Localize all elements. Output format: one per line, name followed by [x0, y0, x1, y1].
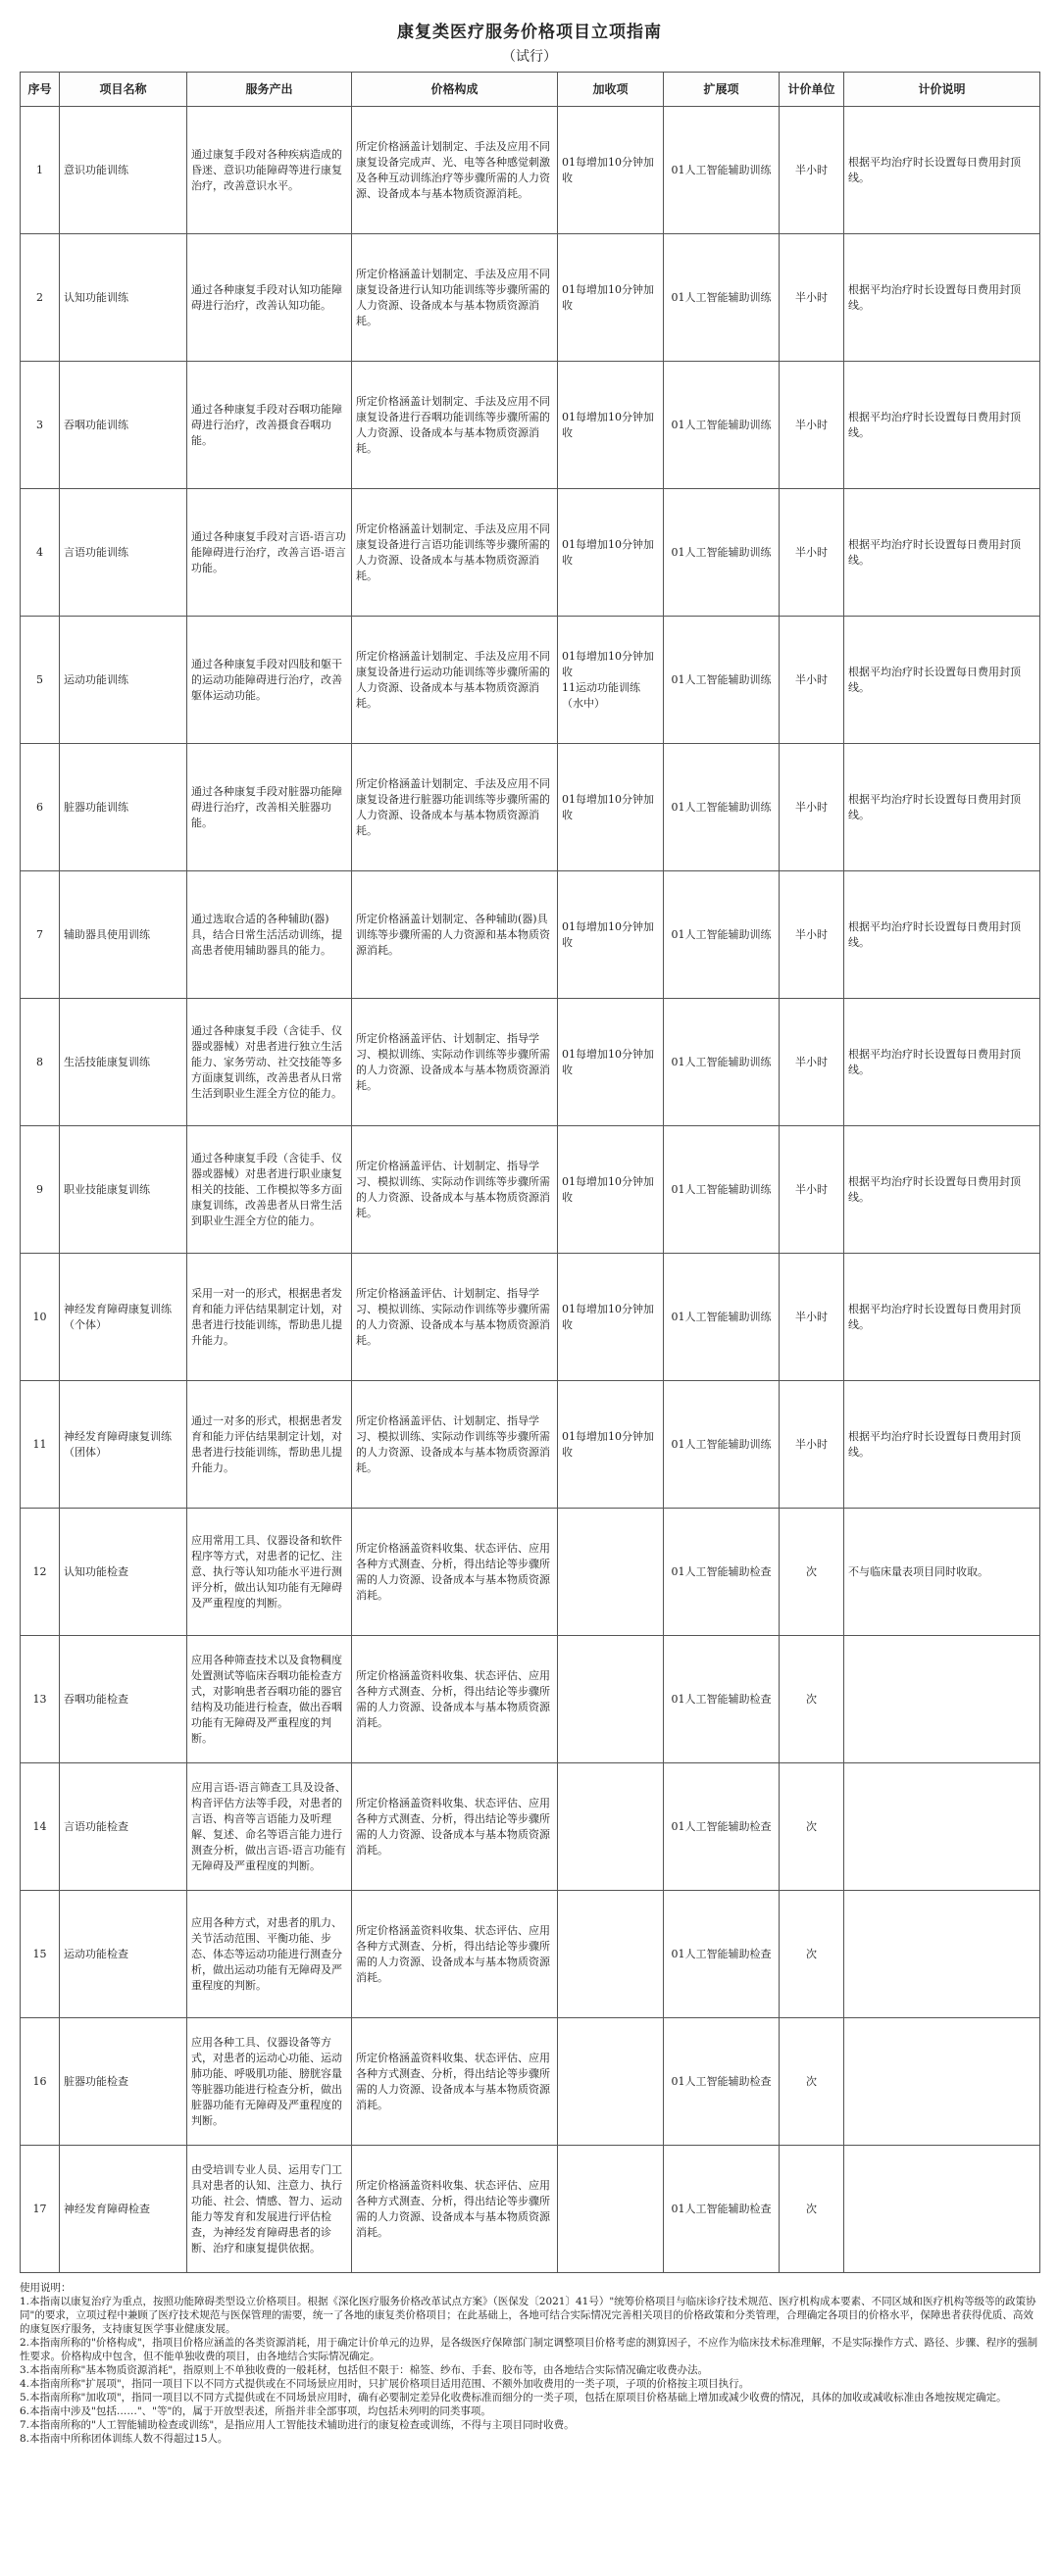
header-unit: 计价单位 [780, 73, 844, 107]
cell-unit: 次 [780, 2146, 844, 2273]
cell-note [844, 1763, 1040, 1891]
cell-extension: 01人工智能辅助训练 [664, 1381, 780, 1509]
cell-extension: 01人工智能辅助训练 [664, 744, 780, 871]
cell-surcharge: 01每增加10分钟加收 [558, 1126, 664, 1254]
cell-composition: 所定价格涵盖计划制定、各种辅助(器)具训练等步骤所需的人力资源和基本物质资源消耗。 [352, 871, 558, 999]
note-item: 5.本指南所称"加收项"，指同一项目以不同方式提供或在不同场景应用时，确有必要制定差异化收费标准而细分的一类子项，包括在原项目价格基础上增加或减少收费的情况，具体的加收或减收标准由各地按规定确定。 [20, 2392, 1007, 2403]
document-title: 康复类医疗服务价格项目立项指南 [397, 23, 662, 42]
header-output: 服务产出 [187, 73, 352, 107]
cell-extension: 01人工智能辅助检查 [664, 1636, 780, 1763]
cell-surcharge: 01每增加10分钟加收 [558, 871, 664, 999]
cell-composition: 所定价格涵盖资料收集、状态评估、应用各种方式测查、分析，得出结论等步骤所需的人力资源、设备成本与基本物质资源消耗。 [352, 2146, 558, 2273]
cell-name: 脏器功能训练 [60, 744, 187, 871]
cell-no: 10 [21, 1254, 60, 1381]
cell-note: 根据平均治疗时长设置每日费用封顶线。 [844, 871, 1040, 999]
cell-surcharge: 01每增加10分钟加收 [558, 107, 664, 234]
cell-name: 职业技能康复训练 [60, 1126, 187, 1254]
document-subtitle: （试行） [502, 49, 557, 65]
table-row [21, 1763, 1040, 1891]
table-row [21, 617, 1040, 744]
cell-output: 通过各种康复手段（含徒手、仪器或器械）对患者进行职业康复相关的技能、工作模拟等多方面康复训练，改善患者从日常生活到职业生涯全方位的能力。 [187, 1126, 352, 1254]
cell-no: 14 [21, 1763, 60, 1891]
cell-name: 生活技能康复训练 [60, 999, 187, 1126]
cell-composition: 所定价格涵盖评估、计划制定、指导学习、模拟训练、实际动作训练等步骤所需的人力资源、设备成本与基本物质资源消耗。 [352, 1126, 558, 1254]
note-item: 7.本指南所称的"人工智能辅助检查或训练"，是指应用人工智能技术辅助进行的康复检查或训练，不得与主项目同时收费。 [20, 2419, 575, 2431]
cell-unit: 半小时 [780, 362, 844, 489]
note-item: 4.本指南所称"扩展项"，指同一项目下以不同方式提供或在不同场景应用时，只扩展价格项目适用范围、不额外加收费用的一类子项，子项的价格按主项目执行。 [20, 2378, 750, 2390]
cell-note [844, 1891, 1040, 2018]
cell-name: 意识功能训练 [60, 107, 187, 234]
cell-unit: 半小时 [780, 1381, 844, 1509]
cell-output: 应用言语-语言筛查工具及设备、构音评估方法等手段，对患者的言语、构音等言语能力及听理解、复述、命名等语言能力进行测查分析，做出言语-语言功能有无障碍及严重程度的判断。 [187, 1763, 352, 1891]
table-row [21, 1381, 1040, 1509]
cell-composition: 所定价格涵盖评估、计划制定、指导学习、模拟训练、实际动作训练等步骤所需的人力资源、设备成本与基本物质资源消耗。 [352, 999, 558, 1126]
cell-surcharge: 01每增加10分钟加收 [558, 999, 664, 1126]
cell-name: 运动功能检查 [60, 1891, 187, 2018]
cell-extension: 01人工智能辅助训练 [664, 999, 780, 1126]
table-row [21, 234, 1040, 362]
cell-extension: 01人工智能辅助训练 [664, 1254, 780, 1381]
cell-note: 根据平均治疗时长设置每日费用封顶线。 [844, 999, 1040, 1126]
cell-unit: 次 [780, 2018, 844, 2146]
header-no: 序号 [21, 73, 60, 107]
cell-unit: 半小时 [780, 489, 844, 617]
table-row [21, 1509, 1040, 1636]
cell-no: 5 [21, 617, 60, 744]
cell-note: 根据平均治疗时长设置每日费用封顶线。 [844, 744, 1040, 871]
cell-unit: 半小时 [780, 1254, 844, 1381]
cell-no: 1 [21, 107, 60, 234]
cell-output: 由受培训专业人员、运用专门工具对患者的认知、注意力、执行功能、社会、情感、智力、运动能力等发育和发展进行评估检查，为神经发育障碍患者的诊断、治疗和康复提供依据。 [187, 2146, 352, 2273]
header-surcharge: 加收项 [558, 73, 664, 107]
cell-no: 8 [21, 999, 60, 1126]
cell-name: 运动功能训练 [60, 617, 187, 744]
notes-title: 使用说明： [20, 2282, 72, 2294]
cell-output: 通过各种康复手段对四肢和躯干的运动功能障碍进行治疗，改善躯体运动功能。 [187, 617, 352, 744]
cell-name: 神经发育障碍康复训练（团体） [60, 1381, 187, 1509]
cell-name: 认知功能检查 [60, 1509, 187, 1636]
cell-no: 3 [21, 362, 60, 489]
cell-surcharge: 01每增加10分钟加收 [558, 362, 664, 489]
cell-extension: 01人工智能辅助训练 [664, 234, 780, 362]
cell-extension: 01人工智能辅助检查 [664, 2018, 780, 2146]
cell-composition: 所定价格涵盖计划制定、手法及应用不同康复设备完成声、光、电等各种感觉刺激及各种互动训练治疗等步骤所需的人力资源、设备成本与基本物质资源消耗。 [352, 107, 558, 234]
cell-extension: 01人工智能辅助训练 [664, 1126, 780, 1254]
cell-note [844, 2146, 1040, 2273]
cell-surcharge: 01每增加10分钟加收 [558, 744, 664, 871]
cell-note [844, 1636, 1040, 1763]
cell-note: 根据平均治疗时长设置每日费用封顶线。 [844, 107, 1040, 234]
note-item: 8.本指南中所称团体训练人数不得超过15人。 [20, 2433, 228, 2445]
cell-composition: 所定价格涵盖资料收集、状态评估、应用各种方式测查、分析，得出结论等步骤所需的人力资源、设备成本与基本物质资源消耗。 [352, 1763, 558, 1891]
table-row [21, 2018, 1040, 2146]
cell-surcharge: 01每增加10分钟加收 [558, 1381, 664, 1509]
cell-note: 根据平均治疗时长设置每日费用封顶线。 [844, 489, 1040, 617]
cell-extension: 01人工智能辅助训练 [664, 489, 780, 617]
cell-surcharge: 01每增加10分钟加收 [558, 1254, 664, 1381]
cell-note: 根据平均治疗时长设置每日费用封顶线。 [844, 617, 1040, 744]
cell-surcharge: 01每增加10分钟加收 11运动功能训练（水中） [558, 617, 664, 744]
cell-surcharge: 01每增加10分钟加收 [558, 234, 664, 362]
note-item: 6.本指南中涉及"包括……"、"等"的，属于开放型表述，所指并非全部事项，均包括未列明的同类事项。 [20, 2405, 491, 2417]
cell-note: 不与临床量表项目同时收取。 [844, 1509, 1040, 1636]
cell-output: 应用常用工具、仪器设备和软件程序等方式，对患者的记忆、注意、执行等认知功能水平进行测评分析，做出认知功能有无障碍及严重程度的判断。 [187, 1509, 352, 1636]
cell-composition: 所定价格涵盖资料收集、状态评估、应用各种方式测查、分析，得出结论等步骤所需的人力资源、设备成本与基本物质资源消耗。 [352, 2018, 558, 2146]
header-composition: 价格构成 [352, 73, 558, 107]
cell-unit: 半小时 [780, 871, 844, 999]
cell-extension: 01人工智能辅助检查 [664, 1763, 780, 1891]
cell-name: 吞咽功能训练 [60, 362, 187, 489]
cell-output: 应用各种方式，对患者的肌力、关节活动范围、平衡功能、步态、体态等运动功能进行测查分析，做出运动功能有无障碍及严重程度的判断。 [187, 1891, 352, 2018]
table-header-row [21, 73, 1040, 107]
cell-name: 神经发育障碍康复训练（个体） [60, 1254, 187, 1381]
table-row [21, 107, 1040, 234]
cell-no: 4 [21, 489, 60, 617]
table-row [21, 489, 1040, 617]
cell-name: 言语功能检查 [60, 1763, 187, 1891]
price-item-table [20, 72, 1040, 2273]
cell-output: 通过各种康复手段对言语-语言功能障碍进行治疗，改善言语-语言功能。 [187, 489, 352, 617]
table-row [21, 1636, 1040, 1763]
cell-unit: 次 [780, 1763, 844, 1891]
cell-composition: 所定价格涵盖资料收集、状态评估、应用各种方式测查、分析，得出结论等步骤所需的人力资源、设备成本与基本物质资源消耗。 [352, 1509, 558, 1636]
cell-unit: 半小时 [780, 1126, 844, 1254]
cell-composition: 所定价格涵盖资料收集、状态评估、应用各种方式测查、分析，得出结论等步骤所需的人力资源、设备成本与基本物质资源消耗。 [352, 1891, 558, 2018]
cell-extension: 01人工智能辅助检查 [664, 2146, 780, 2273]
cell-output: 通过一对多的形式，根据患者发育和能力评估结果制定计划，对患者进行技能训练，帮助患儿提升能力。 [187, 1381, 352, 1509]
usage-notes [20, 2281, 1039, 2446]
cell-surcharge [558, 1891, 664, 2018]
cell-note [844, 2018, 1040, 2146]
table-row [21, 2146, 1040, 2273]
cell-composition: 所定价格涵盖评估、计划制定、指导学习、模拟训练、实际动作训练等步骤所需的人力资源、设备成本与基本物质资源消耗。 [352, 1254, 558, 1381]
cell-no: 17 [21, 2146, 60, 2273]
cell-unit: 半小时 [780, 107, 844, 234]
cell-output: 采用一对一的形式，根据患者发育和能力评估结果制定计划，对患者进行技能训练，帮助患儿提升能力。 [187, 1254, 352, 1381]
cell-name: 吞咽功能检查 [60, 1636, 187, 1763]
cell-output: 通过各种康复手段对脏器功能障碍进行治疗，改善相关脏器功能。 [187, 744, 352, 871]
cell-no: 7 [21, 871, 60, 999]
cell-extension: 01人工智能辅助检查 [664, 1891, 780, 2018]
cell-extension: 01人工智能辅助训练 [664, 617, 780, 744]
cell-surcharge [558, 1636, 664, 1763]
cell-unit: 半小时 [780, 617, 844, 744]
cell-output: 通过各种康复手段对认知功能障碍进行治疗，改善认知功能。 [187, 234, 352, 362]
document-page [20, 0, 1039, 2446]
cell-no: 9 [21, 1126, 60, 1254]
cell-composition: 所定价格涵盖计划制定、手法及应用不同康复设备进行脏器功能训练等步骤所需的人力资源、设备成本与基本物质资源消耗。 [352, 744, 558, 871]
cell-unit: 半小时 [780, 234, 844, 362]
cell-unit: 次 [780, 1636, 844, 1763]
table-row [21, 1126, 1040, 1254]
cell-note: 根据平均治疗时长设置每日费用封顶线。 [844, 1126, 1040, 1254]
cell-note: 根据平均治疗时长设置每日费用封顶线。 [844, 362, 1040, 489]
cell-unit: 半小时 [780, 999, 844, 1126]
cell-composition: 所定价格涵盖计划制定、手法及应用不同康复设备进行言语功能训练等步骤所需的人力资源、设备成本与基本物质资源消耗。 [352, 489, 558, 617]
cell-no: 13 [21, 1636, 60, 1763]
cell-composition: 所定价格涵盖计划制定、手法及应用不同康复设备进行运动功能训练等步骤所需的人力资源、设备成本与基本物质资源消耗。 [352, 617, 558, 744]
header-extension: 扩展项 [664, 73, 780, 107]
cell-no: 6 [21, 744, 60, 871]
table-row [21, 744, 1040, 871]
table-row [21, 1254, 1040, 1381]
cell-unit: 半小时 [780, 744, 844, 871]
table-row [21, 871, 1040, 999]
cell-no: 2 [21, 234, 60, 362]
cell-extension: 01人工智能辅助训练 [664, 107, 780, 234]
cell-no: 15 [21, 1891, 60, 2018]
cell-no: 16 [21, 2018, 60, 2146]
note-item: 1.本指南以康复治疗为重点，按照功能障碍类型设立价格项目。根据《深化医疗服务价格改革试点方案》（医保发〔2021〕41号）"统筹价格项目与临床诊疗技术规范、医疗机构成本要素、不同区域和医疗机构等级等的政策协同"的要求，立项过程中兼顾了医疗技术规范与医保管理的需要，统一了各地的康复类价格项目；在此基础上，各地可结合实际情况完善相关项目的价格政策和分类管理，合理确定各项目的价格水平，保障患者获得优质、高效的康复医疗服务，支持康复医学事业健康发展。 [20, 2296, 1036, 2335]
cell-no: 12 [21, 1509, 60, 1636]
cell-note: 根据平均治疗时长设置每日费用封顶线。 [844, 1254, 1040, 1381]
cell-output: 通过康复手段对各种疾病造成的昏迷、意识功能障碍等进行康复治疗，改善意识水平。 [187, 107, 352, 234]
table-row [21, 362, 1040, 489]
cell-name: 辅助器具使用训练 [60, 871, 187, 999]
cell-name: 神经发育障碍检查 [60, 2146, 187, 2273]
note-item: 2.本指南所称的"价格构成"，指项目价格应涵盖的各类资源消耗，用于确定计价单元的边界，是各级医疗保障部门制定调整项目价格考虑的测算因子，不应作为临床技术标准理解，不是实际操作方式、路径、步骤、程序的强制性要求。价格构成中包含，但不能单独收费的项目，由各地结合实际情况确定。 [20, 2337, 1038, 2362]
cell-unit: 次 [780, 1509, 844, 1636]
cell-name: 脏器功能检查 [60, 2018, 187, 2146]
cell-surcharge [558, 2146, 664, 2273]
cell-composition: 所定价格涵盖资料收集、状态评估、应用各种方式测查、分析，得出结论等步骤所需的人力资源、设备成本与基本物质资源消耗。 [352, 1636, 558, 1763]
header-name: 项目名称 [60, 73, 187, 107]
cell-output: 通过各种康复手段对吞咽功能障碍进行治疗，改善摄食吞咽功能。 [187, 362, 352, 489]
cell-extension: 01人工智能辅助训练 [664, 362, 780, 489]
cell-output: 应用各种筛查技术以及食物稠度处置测试等临床吞咽功能检查方式，对影响患者吞咽功能的器官结构及功能进行检查，做出吞咽功能有无障碍及严重程度的判断。 [187, 1636, 352, 1763]
cell-composition: 所定价格涵盖计划制定、手法及应用不同康复设备进行吞咽功能训练等步骤所需的人力资源、设备成本与基本物质资源消耗。 [352, 362, 558, 489]
cell-surcharge [558, 1763, 664, 1891]
cell-output: 应用各种工具、仪器设备等方式，对患者的运动心功能、运动肺功能、呼吸肌功能、膀胱容量等脏器功能进行检查分析，做出脏器功能有无障碍及严重程度的判断。 [187, 2018, 352, 2146]
table-row [21, 999, 1040, 1126]
cell-surcharge [558, 2018, 664, 2146]
note-item: 3.本指南所称"基本物质资源消耗"，指原则上不单独收费的一般耗材，包括但不限于：棉签、纱布、手套、胶布等，由各地结合实际情况确定收费办法。 [20, 2364, 709, 2376]
cell-extension: 01人工智能辅助训练 [664, 871, 780, 999]
cell-surcharge: 01每增加10分钟加收 [558, 489, 664, 617]
cell-output: 通过选取合适的各种辅助(器)具，结合日常生活活动训练，提高患者使用辅助器具的能力。 [187, 871, 352, 999]
cell-surcharge [558, 1509, 664, 1636]
cell-no: 11 [21, 1381, 60, 1509]
cell-output: 通过各种康复手段（含徒手、仪器或器械）对患者进行独立生活能力、家务劳动、社交技能等多方面康复训练，改善患者从日常生活到职业生涯全方位的能力。 [187, 999, 352, 1126]
cell-unit: 次 [780, 1891, 844, 2018]
cell-note: 根据平均治疗时长设置每日费用封顶线。 [844, 234, 1040, 362]
cell-extension: 01人工智能辅助检查 [664, 1509, 780, 1636]
cell-name: 言语功能训练 [60, 489, 187, 617]
header-note: 计价说明 [844, 73, 1040, 107]
cell-composition: 所定价格涵盖计划制定、手法及应用不同康复设备进行认知功能训练等步骤所需的人力资源、设备成本与基本物质资源消耗。 [352, 234, 558, 362]
cell-composition: 所定价格涵盖评估、计划制定、指导学习、模拟训练、实际动作训练等步骤所需的人力资源、设备成本与基本物质资源消耗。 [352, 1381, 558, 1509]
table-row [21, 1891, 1040, 2018]
cell-note: 根据平均治疗时长设置每日费用封顶线。 [844, 1381, 1040, 1509]
cell-name: 认知功能训练 [60, 234, 187, 362]
